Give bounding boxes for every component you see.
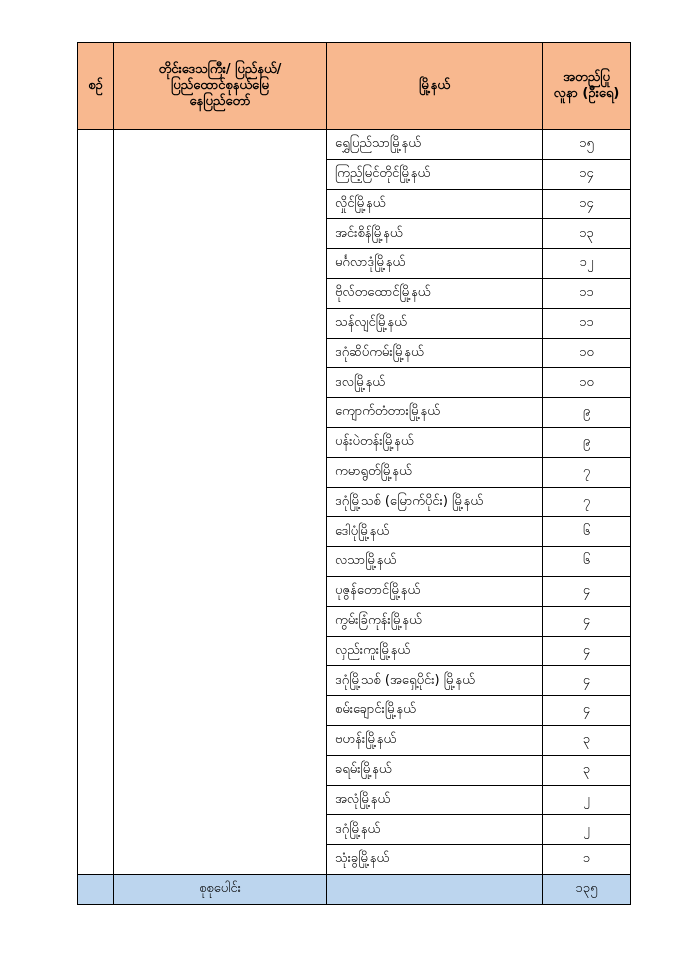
count-cell: ၄ bbox=[543, 666, 631, 696]
header-region bbox=[114, 43, 327, 130]
count-cell: ၇ bbox=[543, 487, 631, 517]
header-region-line-2: ပြည်ထောင်စုနယ်မြေ bbox=[171, 77, 269, 93]
count-cell: ၁၁ bbox=[543, 308, 631, 338]
township-cell: ကွမ်းခြံကုန်းမြို့နယ် bbox=[327, 606, 543, 636]
township-cell: စမ်းချောင်းမြို့နယ် bbox=[327, 696, 543, 726]
township-cell: ခရမ်းမြို့နယ် bbox=[327, 755, 543, 785]
header-region-line-1: တိုင်းဒေသကြီး/ ပြည်နယ်/ bbox=[158, 61, 282, 77]
total-township-cell bbox=[327, 874, 543, 904]
count-cell: ၁၄ bbox=[543, 189, 631, 219]
header-region-line-3: နေပြည်တော် bbox=[189, 94, 251, 110]
covid-township-table bbox=[77, 42, 631, 905]
count-cell: ၄ bbox=[543, 636, 631, 666]
count-cell: ၁၀ bbox=[543, 368, 631, 398]
table-header-row bbox=[78, 43, 631, 130]
region-merged-cell bbox=[114, 130, 327, 875]
township-cell: လှိုင်မြို့နယ် bbox=[327, 189, 543, 219]
count-cell: ၉ bbox=[543, 427, 631, 457]
township-cell: ပန်းပဲတန်းမြို့နယ် bbox=[327, 427, 543, 457]
township-cell: ဒေါပုံမြို့နယ် bbox=[327, 517, 543, 547]
township-cell: သုံးခွမြို့နယ် bbox=[327, 845, 543, 875]
township-cell: လသာမြို့နယ် bbox=[327, 547, 543, 577]
total-row bbox=[78, 874, 631, 904]
township-cell: လှည်းကူးမြို့နယ် bbox=[327, 636, 543, 666]
count-cell: ၁၀ bbox=[543, 338, 631, 368]
count-cell: ၁၁ bbox=[543, 278, 631, 308]
count-cell: ၁ bbox=[543, 845, 631, 875]
township-cell: ဒဂုံမြို့သစ် (မြောက်ပိုင်း) မြို့နယ် bbox=[327, 487, 543, 517]
total-count: ၁၃၅ bbox=[543, 874, 631, 904]
count-cell: ၂ bbox=[543, 785, 631, 815]
serial-no-merged-cell bbox=[78, 130, 114, 875]
header-count-line-1: အတည်ပြု bbox=[563, 69, 610, 85]
header-count-line-2: လူနာ (ဦးရေ) bbox=[553, 86, 620, 101]
count-cell: ၄ bbox=[543, 576, 631, 606]
township-cell: ဗဟန်းမြို့နယ် bbox=[327, 725, 543, 755]
township-cell: ပုဇွန်တောင်မြို့နယ် bbox=[327, 576, 543, 606]
header-serial-no-label: စဉ် bbox=[88, 77, 103, 93]
header-township bbox=[327, 43, 543, 130]
total-label: စုစုပေါင်း bbox=[114, 874, 327, 904]
count-cell: ၆ bbox=[543, 547, 631, 577]
table-row bbox=[78, 130, 631, 160]
count-cell: ၁၂ bbox=[543, 249, 631, 279]
township-cell: ဗိုလ်တထောင်မြို့နယ် bbox=[327, 278, 543, 308]
header-township-label: မြို့နယ် bbox=[419, 77, 450, 93]
township-cell: ကမာရွတ်မြို့နယ် bbox=[327, 457, 543, 487]
count-cell: ၆ bbox=[543, 517, 631, 547]
total-serial-cell bbox=[78, 874, 114, 904]
count-cell: ၄ bbox=[543, 696, 631, 726]
table-body bbox=[78, 130, 631, 875]
header-confirmed-count bbox=[543, 43, 631, 130]
township-cell: ကြည့်မြင်တိုင်မြို့နယ် bbox=[327, 159, 543, 189]
count-cell: ၃ bbox=[543, 755, 631, 785]
township-cell: မင်္ဂလာဒုံမြို့နယ် bbox=[327, 249, 543, 279]
township-cell: ရွှေပြည်သာမြို့နယ် bbox=[327, 130, 543, 160]
header-serial-no bbox=[78, 43, 114, 130]
township-cell: ဒဂုံမြို့သစ် (အရှေ့ပိုင်း) မြို့နယ် bbox=[327, 666, 543, 696]
count-cell: ၂ bbox=[543, 815, 631, 845]
count-cell: ၃ bbox=[543, 725, 631, 755]
count-cell: ၁၅ bbox=[543, 130, 631, 160]
township-cell: အင်းစိန်မြို့နယ် bbox=[327, 219, 543, 249]
count-cell: ၄ bbox=[543, 606, 631, 636]
count-cell: ၉ bbox=[543, 398, 631, 428]
township-cell: သန်လျင်မြို့နယ် bbox=[327, 308, 543, 338]
township-cell: ကျောက်တံတားမြို့နယ် bbox=[327, 398, 543, 428]
township-cell: ဒဂုံမြို့နယ် bbox=[327, 815, 543, 845]
township-cell: အလုံမြို့နယ် bbox=[327, 785, 543, 815]
township-cell: ဒလမြို့နယ် bbox=[327, 368, 543, 398]
count-cell: ၁၃ bbox=[543, 219, 631, 249]
count-cell: ၇ bbox=[543, 457, 631, 487]
township-cell: ဒဂုံဆိပ်ကမ်းမြို့နယ် bbox=[327, 338, 543, 368]
count-cell: ၁၄ bbox=[543, 159, 631, 189]
